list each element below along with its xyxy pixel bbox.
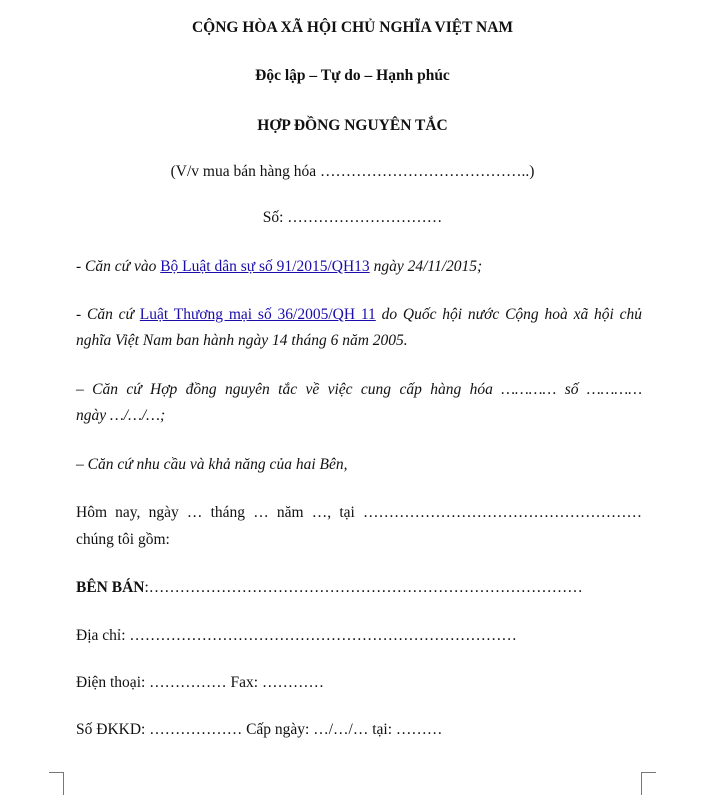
basis-principle-contract: – Căn cứ Hợp đồng nguyên tắc về việc cung cấp hàng hóa ………… số ………… xyxy=(76,381,642,398)
page-corner-mark-right xyxy=(641,772,656,795)
document-title: HỢP ĐỒNG NGUYÊN TẮC xyxy=(257,117,448,134)
seller-label: BÊN BÁN xyxy=(76,579,145,596)
seller-line xyxy=(76,578,583,598)
seller-address: Địa chỉ: ………………………………………………………………… xyxy=(76,627,517,644)
page-corner-mark-left xyxy=(49,772,64,795)
commercial-law-link[interactable]: Luật Thương mại số 36/2005/QH 11 xyxy=(139,306,376,323)
civil-code-link[interactable]: Bộ Luật dân sự số 91/2015/QH13 xyxy=(160,258,370,275)
basis-commercial-law-prefix: - Căn cứ xyxy=(76,306,140,323)
subject-line: (V/v mua bán hàng hóa …………………………………..) xyxy=(170,163,535,180)
basis-commercial-law-line2: nghĩa Việt Nam ban hành ngày 14 tháng 6 năm 2005. xyxy=(76,332,408,349)
basis-commercial-law xyxy=(76,305,642,325)
seller-phone-fax: Điện thoại: …………… Fax: ………… xyxy=(76,674,324,691)
basis-commercial-law-suffix: do Quốc hội nước Cộng hoà xã hội chủ xyxy=(375,306,643,323)
seller-name-field: :………………………………………………………………………… xyxy=(144,579,583,596)
basis-needs: – Căn cứ nhu cầu và khả năng của hai Bên, xyxy=(76,456,348,473)
seller-business-registration: Số ĐKKD: ……………… Cấp ngày: …/…/… tại: ……… xyxy=(76,721,443,738)
basis-civil-code-prefix: - Căn cứ vào xyxy=(76,258,161,275)
basis-civil-code xyxy=(76,257,482,277)
basis-principle-contract-line2: ngày …/…/…; xyxy=(76,407,166,424)
basis-civil-code-suffix: ngày 24/11/2015; xyxy=(369,258,483,275)
intro-parties: chúng tôi gồm: xyxy=(76,531,170,548)
motto: Độc lập – Tự do – Hạnh phúc xyxy=(255,67,450,84)
country-heading: CỘNG HÒA XÃ HỘI CHỦ NGHĨA VIỆT NAM xyxy=(191,19,514,36)
document-number: Số: ………………………… xyxy=(262,209,443,226)
intro-date-place: Hôm nay, ngày … tháng … năm …, tại ……………………………………………… xyxy=(76,504,642,521)
